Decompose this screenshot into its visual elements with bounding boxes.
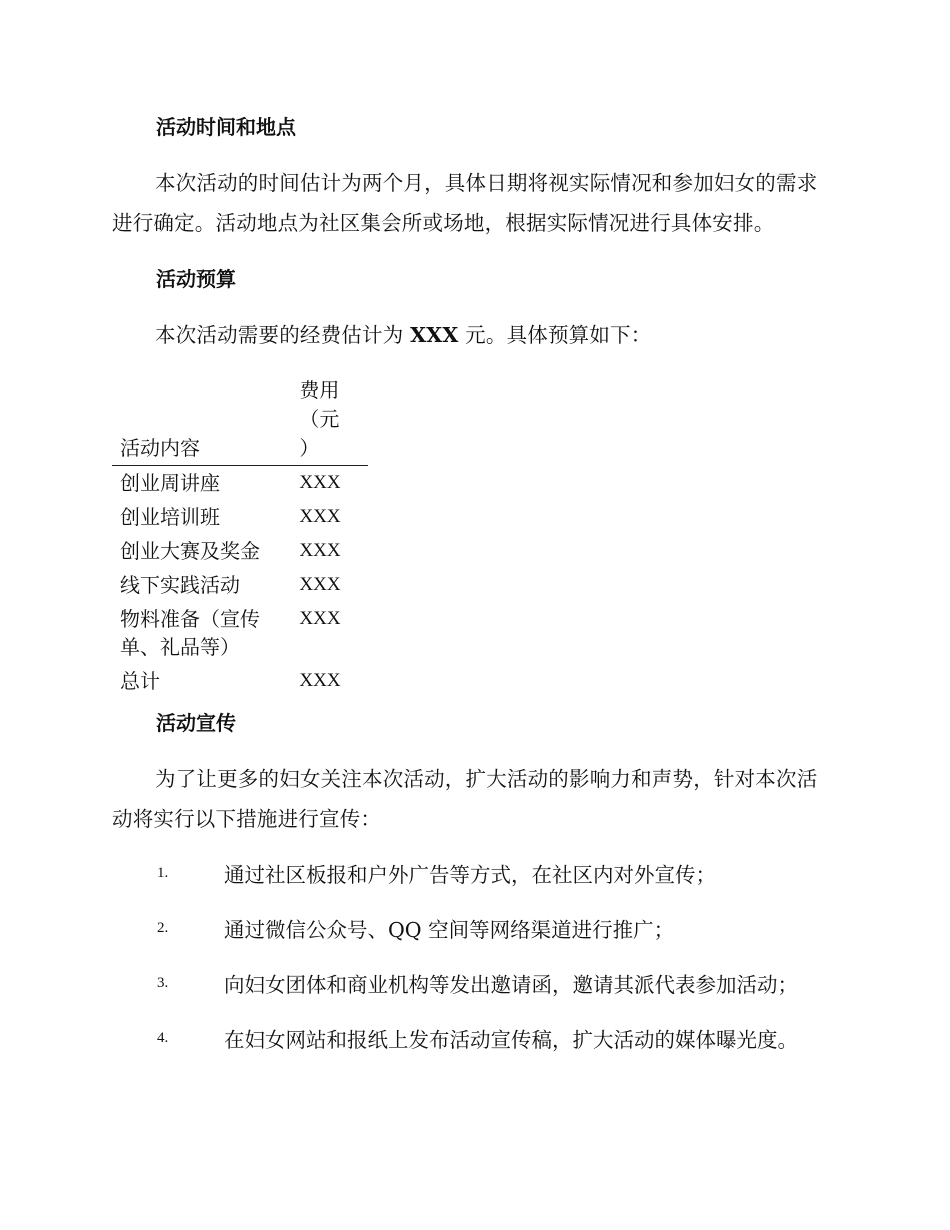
list-item-text: 通过社区板报和户外广告等方式，在社区内对外宣传； bbox=[224, 863, 716, 887]
list-item-number: 1. bbox=[157, 865, 169, 881]
table-row bbox=[112, 568, 368, 602]
row-item: 线下实践活动 bbox=[120, 573, 240, 597]
budget-table bbox=[112, 372, 368, 698]
table-row bbox=[112, 664, 368, 698]
row-item: 创业培训班 bbox=[120, 505, 220, 529]
budget-text-before: 本次活动需要的经费估计为 bbox=[155, 323, 411, 347]
header-cost-line2: （元 bbox=[299, 407, 340, 431]
header-cost bbox=[291, 372, 368, 466]
table-row bbox=[112, 466, 368, 501]
row-item: 创业大赛及奖金 bbox=[120, 539, 260, 563]
budget-text-after: 元。具体预算如下： bbox=[458, 323, 652, 347]
table-header-row bbox=[112, 372, 368, 466]
section-heading-time-place: 活动时间和地点 bbox=[156, 115, 296, 139]
row-cost: XXX bbox=[299, 540, 341, 561]
table-row bbox=[112, 602, 368, 664]
row-cost: XXX bbox=[299, 472, 341, 493]
row-cost: XXX bbox=[299, 574, 341, 595]
list-item bbox=[0, 910, 900, 950]
list-item bbox=[0, 965, 900, 1005]
row-item: 总计 bbox=[120, 669, 160, 693]
list-item-number: 3. bbox=[157, 975, 169, 991]
list-item-text: 在妇女网站和报纸上发布活动宣传稿，扩大活动的媒体曝光度。 bbox=[224, 1028, 798, 1052]
table-row bbox=[112, 534, 368, 568]
table-row bbox=[112, 500, 368, 534]
list-item-text: 向妇女团体和商业机构等发出邀请函，邀请其派代表参加活动； bbox=[224, 973, 798, 997]
list-item-text: 通过微信公众号、QQ 空间等网络渠道进行推广； bbox=[224, 918, 675, 942]
paragraph-promotion: 为了让更多的妇女关注本次活动，扩大活动的影响力和声势，针对本次活动将实行以下措施进行宣传： bbox=[112, 767, 818, 831]
row-cost: XXX bbox=[299, 506, 341, 527]
list-item-number: 2. bbox=[157, 920, 169, 936]
row-cost: XXX bbox=[299, 670, 341, 691]
paragraph-budget bbox=[112, 315, 832, 355]
section-heading-promotion: 活动宣传 bbox=[156, 711, 236, 735]
row-item: 物料准备（宣传单、礼品等） bbox=[120, 607, 260, 659]
row-cost: XXX bbox=[299, 608, 341, 629]
header-cost-line1: 费用 bbox=[299, 378, 340, 402]
paragraph-time-place: 本次活动的时间估计为两个月，具体日期将视实际情况和参加妇女的需求进行确定。活动地点为社区集会所或场地，根据实际情况进行具体安排。 bbox=[112, 171, 818, 235]
list-item bbox=[0, 1020, 900, 1060]
header-item: 活动内容 bbox=[112, 372, 291, 466]
budget-amount: XXX bbox=[410, 323, 459, 347]
header-cost-line3: ） bbox=[299, 436, 320, 460]
list-item-number: 4. bbox=[157, 1030, 169, 1046]
list-item bbox=[0, 855, 900, 895]
section-heading-budget: 活动预算 bbox=[156, 267, 236, 291]
row-item: 创业周讲座 bbox=[120, 471, 220, 495]
